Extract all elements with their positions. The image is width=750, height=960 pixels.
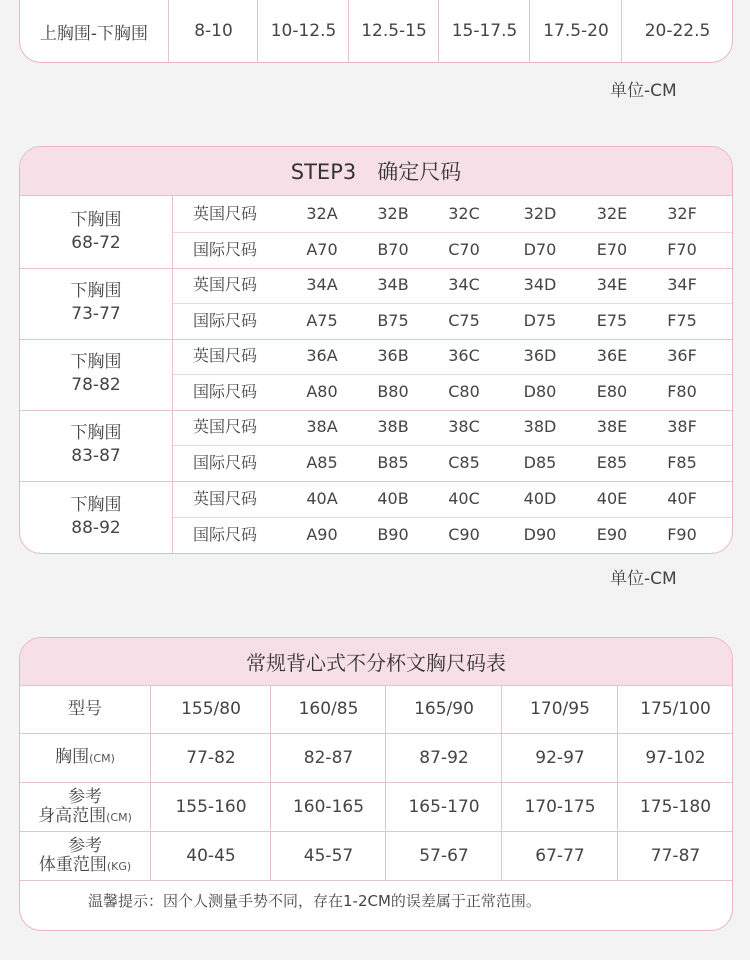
- unit-note: 单位-CM: [610, 81, 677, 101]
- size-group: [20, 481, 732, 553]
- uk-size-row: 英国尺码 38A 38B 38C 38D 38E 38F: [173, 409, 732, 446]
- table-cell: 77-87: [617, 832, 733, 880]
- table-cell: 160/85: [270, 685, 386, 733]
- underbust-range: 下胸围 83-87: [20, 409, 173, 481]
- table-cell: 170/95: [501, 685, 618, 733]
- table-cell: 57-67: [385, 832, 502, 880]
- row-label: 型号: [68, 698, 102, 719]
- table-row: [20, 685, 732, 734]
- table-cell: 165-170: [385, 783, 502, 831]
- underbust-range: 下胸围 88-92: [20, 481, 173, 553]
- table-cell: 175-180: [617, 783, 733, 831]
- intl-size-row: 国际尺码 A90 B90 C90 D90 E90 F90: [193, 525, 697, 544]
- row-label: 参考 身高范围(CM): [38, 786, 132, 826]
- size-group: [20, 338, 732, 411]
- table-row: [20, 783, 732, 832]
- table-row: [20, 734, 732, 783]
- uk-size-row: 英国尺码 36A 36B 36C 36D 36E 36F: [173, 338, 732, 375]
- intl-size-row: 国际尺码 A80 B80 C80 D80 E80 F80: [193, 382, 697, 401]
- table-cell: 165/90: [385, 685, 502, 733]
- table-row: [20, 832, 732, 881]
- step3-title: STEP3 确定尺码: [20, 147, 732, 196]
- uk-size-row: 英国尺码 34A 34B 34C 34D 34E 34F: [173, 267, 732, 304]
- underbust-range: 下胸围 68-72: [20, 196, 173, 268]
- table-cell: 160-165: [270, 783, 386, 831]
- bust-difference-value: 12.5-15: [348, 0, 439, 62]
- uk-size-row: 英国尺码 32A 32B 32C 32D 32E 32F: [173, 196, 732, 233]
- table-cell: 155-160: [150, 783, 271, 831]
- table-cell: 175/100: [617, 685, 733, 733]
- table-cell: 40-45: [150, 832, 271, 880]
- vest-table-title: 常规背心式不分杯文胸尺码表: [20, 638, 732, 686]
- intl-size-row: 国际尺码 A70 B70 C70 D70 E70 F70: [193, 240, 697, 259]
- row-label: 参考 体重范围(KG): [38, 835, 132, 875]
- table-cell: 77-82: [150, 734, 271, 782]
- size-group: [20, 267, 732, 340]
- table-cell: 155/80: [150, 685, 271, 733]
- bust-difference-value: 20-22.5: [621, 0, 733, 62]
- table-cell: 82-87: [270, 734, 386, 782]
- table-cell: 170-175: [501, 783, 618, 831]
- table-cell: 67-77: [501, 832, 618, 880]
- bust-difference-value: 17.5-20: [529, 0, 622, 62]
- bust-difference-value: 8-10: [168, 0, 258, 62]
- step3-size-table: [19, 146, 733, 554]
- row-label: 胸围(CM): [55, 747, 115, 767]
- table-cell: 45-57: [270, 832, 386, 880]
- measurement-tip: 温馨提示：因个人测量手势不同，存在1-2CM的误差属于正常范围。: [88, 892, 541, 910]
- size-group: [20, 409, 732, 482]
- bust-difference-label: 上胸围-下胸围: [39, 23, 149, 44]
- uk-size-row: 英国尺码 40A 40B 40C 40D 40E 40F: [173, 481, 732, 518]
- intl-size-row: 国际尺码 A85 B85 C85 D85 E85 F85: [193, 453, 697, 472]
- underbust-range: 下胸围 78-82: [20, 338, 173, 410]
- table-cell: 97-102: [617, 734, 733, 782]
- table-cell: 92-97: [501, 734, 618, 782]
- unit-note: 单位-CM: [610, 569, 677, 589]
- size-group: [20, 196, 732, 269]
- bust-difference-table: [19, 0, 733, 63]
- intl-size-row: 国际尺码 A75 B75 C75 D75 E75 F75: [193, 311, 697, 330]
- vest-size-table: [19, 637, 733, 931]
- table-cell: 87-92: [385, 734, 502, 782]
- underbust-range: 下胸围 73-77: [20, 267, 173, 339]
- bust-difference-value: 10-12.5: [257, 0, 349, 62]
- bust-difference-value: 15-17.5: [438, 0, 530, 62]
